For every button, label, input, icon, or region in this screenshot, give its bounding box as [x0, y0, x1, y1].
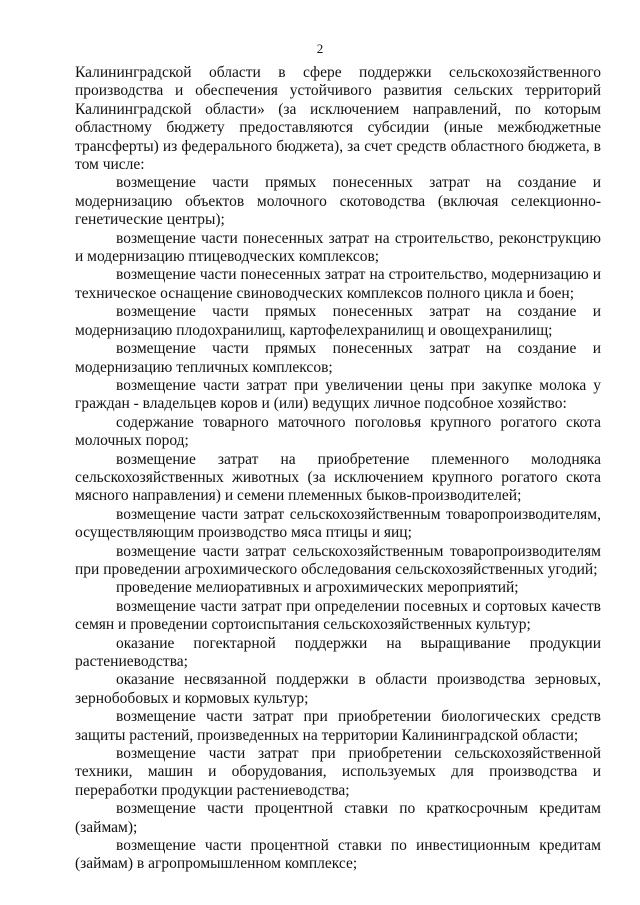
- page-number: 2: [316, 41, 324, 56]
- list-item: возмещение части процентной ставки по краткосрочным кредитам (займам);: [75, 800, 601, 836]
- list-item: возмещение части затрат при увеличении цены при закупке молока у граждан - владельцев коров и (или) ведущих личное подсобное хозяйство:: [75, 376, 601, 413]
- list-item: возмещение части понесенных затрат на строительство, модернизацию и техническое оснащение свиноводческих комплексов полного цикла и боен;: [75, 266, 601, 302]
- list-item: возмещение части процентной ставки по инвестиционным кредитам (займам) в агропромышленном комплексе;: [75, 837, 601, 873]
- list-item: проведение мелиоративных и агрохимических мероприятий;: [116, 579, 519, 597]
- list-item: возмещение части затрат сельскохозяйственным товаропроизводителям, осуществляющим производство мяса птицы и яиц;: [75, 505, 601, 542]
- list-item: возмещение части затрат сельскохозяйственным товаропроизводителям при проведении агрохимического обследования сельскохозяйственных угодий;: [75, 542, 601, 578]
- document-body: [75, 64, 601, 874]
- list-item: возмещение затрат на приобретение племенного молодняка сельскохозяйственных животных (за исключением крупного рогатого скота мясного направления) и семени племенных быков-производителей;: [75, 450, 601, 505]
- list-item: содержание товарного маточного поголовья крупного рогатого скота молочных пород;: [75, 413, 601, 450]
- list-item: оказание несвязанной поддержки в области производства зерновых, зернобобовых и кормовых культур;: [75, 671, 601, 707]
- intro-paragraph: Калининградской области в сфере поддержки сельскохозяйственного производства и обеспечения устойчивого развития сельских территорий Калининградской области» (за исключением направлений, по которым областному бюджету предоставляются субсидии (иные межбюджетные трансферты) из федерального бюджета), за счет средств областного бюджета, в том числе:: [75, 64, 601, 174]
- list-item: возмещение части затрат при приобретении сельскохозяйственной техники, машин и оборудования, используемых для производства и переработки продукции растениеводства;: [75, 745, 601, 799]
- list-item: возмещение части затрат при приобретении биологических средств защиты растений, произведенных на территории Калининградской области;: [75, 708, 601, 744]
- list-item: возмещение части понесенных затрат на строительство, реконструкцию и модернизацию птицеводческих комплексов;: [75, 229, 601, 266]
- list-item: возмещение части прямых понесенных затрат на создание и модернизацию плодохранилищ, картофелехранилищ и овощехранилищ;: [75, 303, 601, 339]
- list-item: оказание погектарной поддержки на выращивание продукции растениеводства;: [75, 634, 601, 670]
- list-item: возмещение части прямых понесенных затрат на создание и модернизацию тепличных комплексов;: [75, 340, 601, 376]
- list-item: возмещение части затрат при определении посевных и сортовых качеств семян и проведении сортоиспытания сельскохозяйственных культур;: [75, 597, 601, 634]
- list-item: возмещение части прямых понесенных затрат на создание и модернизацию объектов молочного скотоводства (включая селекционно-генетические центры);: [75, 174, 601, 229]
